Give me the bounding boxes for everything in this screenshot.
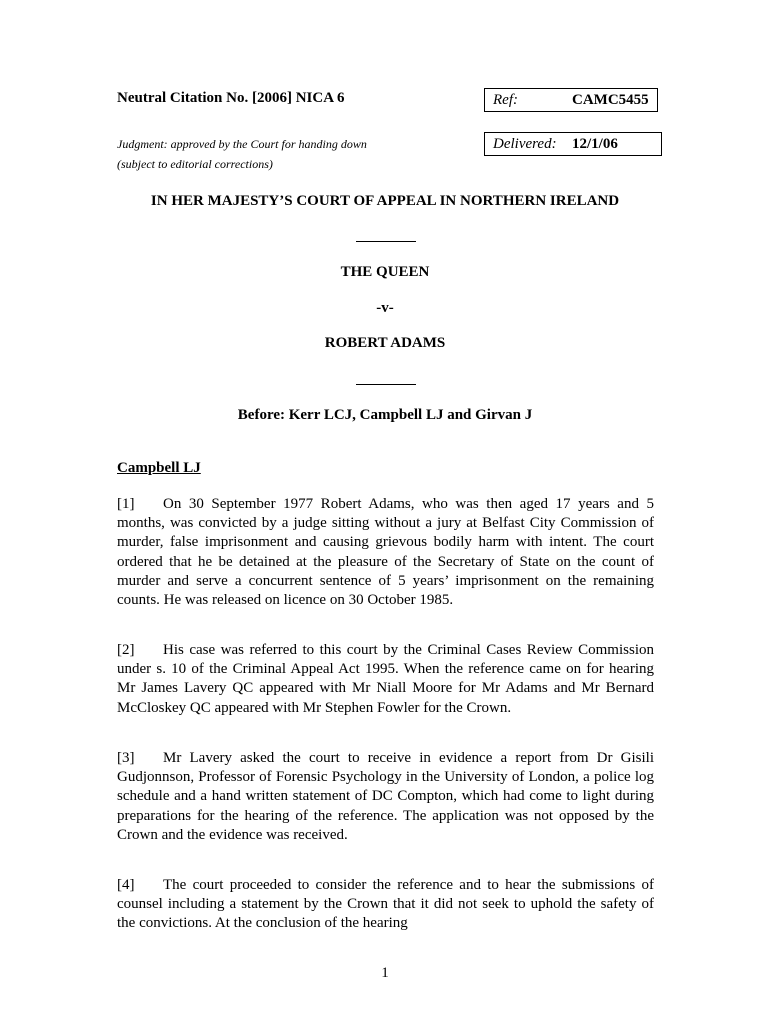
paragraph-text: The court proceeded to consider the reference and to hear the submissions of counsel including a statement by the Crown that it did not seek to uphold the safety of the convictions. At the conclusion of the hearing [117, 877, 654, 932]
paragraph [117, 749, 654, 845]
party-one: THE QUEEN [340, 264, 430, 280]
delivered-box [484, 132, 662, 156]
paragraph-number: [3] [117, 750, 135, 766]
ref-value: CAMC5455 [572, 92, 649, 108]
court-title: IN HER MAJESTY’S COURT OF APPEAL IN NORTHERN IRELAND [150, 193, 620, 209]
neutral-citation: Neutral Citation No. [2006] NICA 6 [117, 90, 345, 106]
paragraph [117, 641, 654, 718]
divider-bottom [356, 384, 416, 385]
paragraph-text: Mr Lavery asked the court to receive in evidence a report from Dr Gisili Gudjonnson, Professor of Forensic Psychology in the University of London, a police log schedule and a hand written statement of DC Compton, which had come to light during preparations for the hearing of the reference. The application was not opposed by the Crown and the evidence was received. [117, 750, 654, 843]
judgment-note: Judgment: approved by the Court for handing down [117, 137, 367, 151]
divider-top [356, 241, 416, 242]
delivered-value: 12/1/06 [572, 136, 618, 152]
before-line: Before: Kerr LCJ, Campbell LJ and Girvan J [237, 407, 533, 423]
ref-box [484, 88, 658, 112]
paragraph-number: [1] [117, 496, 135, 512]
party-two: ROBERT ADAMS [324, 335, 446, 351]
paragraph-number: [2] [117, 642, 135, 658]
versus: -v- [376, 300, 394, 316]
paragraph-text: His case was referred to this court by the Criminal Cases Review Commission under s. 10 of the Criminal Appeal Act 1995. When the reference came on for hearing Mr James Lavery QC appeared with Mr Niall Moore for Mr Adams and Mr Bernard McCloskey QC appeared with Mr Stephen Fowler for the Crown. [117, 642, 654, 716]
delivered-label: Delivered: [493, 136, 557, 152]
subject-note: (subject to editorial corrections) [117, 157, 273, 171]
paragraph [117, 876, 654, 934]
paragraph-number: [4] [117, 877, 135, 893]
paragraph [117, 495, 654, 610]
judge-heading: Campbell LJ [117, 460, 201, 476]
paragraph-text: On 30 September 1977 Robert Adams, who was then aged 17 years and 5 months, was convicted by a judge sitting without a jury at Belfast City Commission of murder, false imprisonment and causing grievous bodily harm with intent. The court ordered that he be detained at the pleasure of the Secretary of State on the count of murder and serve a concurrent sentence of 5 years’ imprisonment on the remaining counts. He was released on licence on 30 October 1985. [117, 496, 654, 609]
page-number: 1 [381, 965, 389, 981]
ref-label: Ref: [493, 92, 518, 108]
